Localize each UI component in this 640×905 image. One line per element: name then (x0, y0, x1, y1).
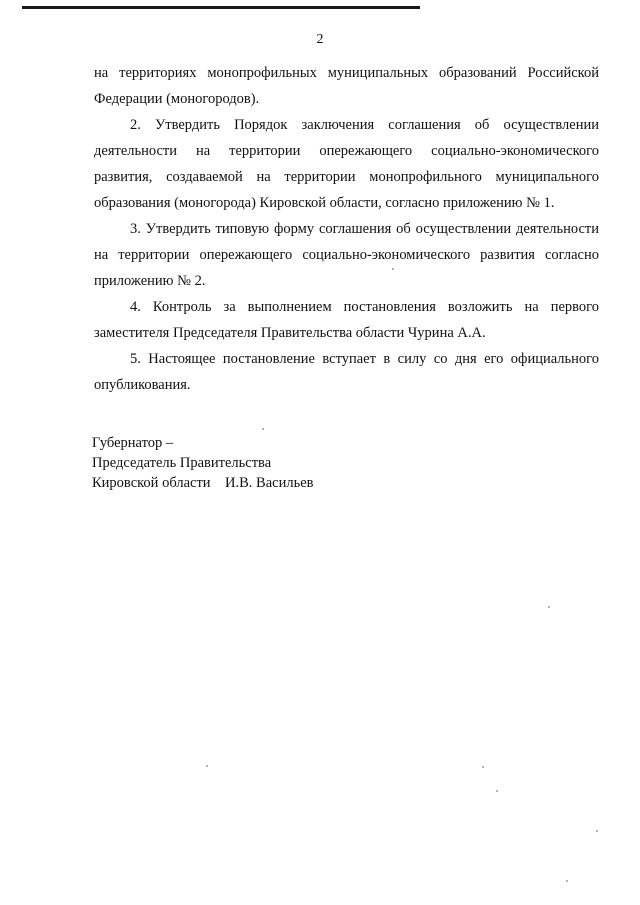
scan-speck (548, 606, 550, 608)
signature-block (92, 433, 314, 493)
paragraph-item-2: 2. Утвердить Порядок заключения соглашения об осуществлении деятельности на территории опережающего социально-экономического развития, создаваемой на территории монопрофильного муниципального образования (моногорода) Кировской области, согласно приложению № 1. (94, 117, 599, 211)
scan-speck (482, 766, 484, 768)
scan-speck (262, 428, 264, 430)
scan-speck (566, 880, 568, 882)
signature-position: Председатель Правительства (92, 455, 272, 471)
page-number: 2 (316, 32, 324, 47)
paragraph-item-4: 4. Контроль за выполнением постановления возложить на первого заместителя Председателя Правительства области Чурина А.А. (94, 299, 599, 341)
scan-speck (206, 765, 208, 767)
signature-title: Губернатор – (92, 435, 174, 451)
top-border-line (22, 6, 420, 9)
scan-speck (392, 268, 394, 270)
paragraph-item-3: 3. Утвердить типовую форму соглашения об осуществлении деятельности на территории опережающего социально-экономического развития согласно приложению № 2. (94, 221, 599, 289)
document-body (94, 60, 599, 398)
paragraph-continuation: на территориях монопрофильных муниципальных образований Российской Федерации (моногородов). (94, 65, 599, 107)
scan-speck (496, 790, 498, 792)
signature-region-and-name: Кировской области И.В. Васильев (92, 475, 314, 491)
paragraph-item-5: 5. Настоящее постановление вступает в силу со дня его официального опубликования. (94, 351, 599, 393)
scan-speck (596, 830, 598, 832)
